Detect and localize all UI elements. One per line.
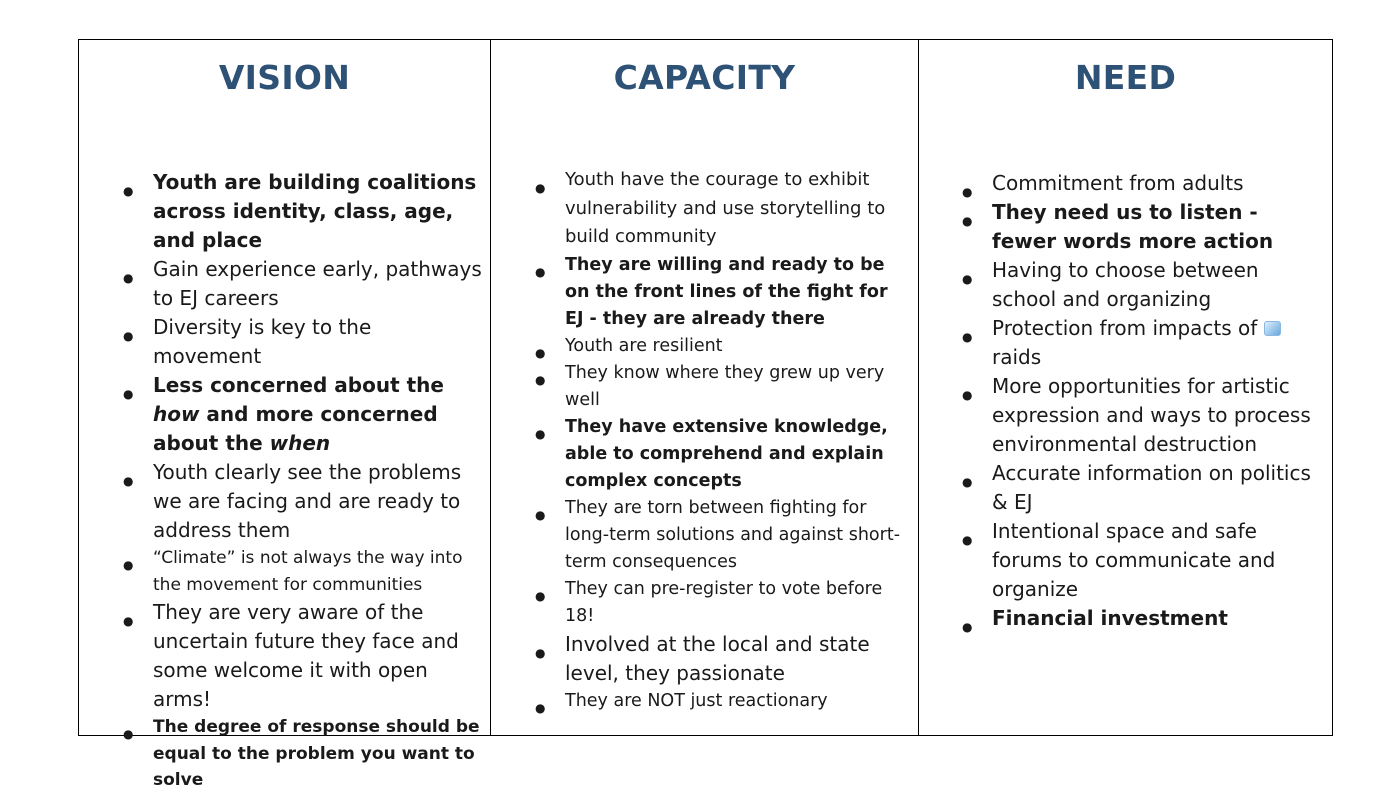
list-item: ● Youth have the courage to exhibit vulnerability and use storytelling to build community: [565, 166, 908, 252]
need-list: [992, 169, 1316, 633]
framework-table: [78, 39, 1333, 790]
capacity-list: [565, 166, 908, 715]
list-item: ● Having to choose between school and organizing: [992, 256, 1316, 314]
list-item: ● Commitment from adults: [992, 169, 1316, 198]
list-item: ● “Climate” is not always the way into the movement for communities: [153, 545, 484, 598]
vision-heading: VISION: [218, 58, 351, 97]
list-item-text: Protection from impacts of: [992, 316, 1264, 340]
vision-list: [153, 168, 484, 794]
list-item: ● They need us to listen - fewer words more action: [992, 198, 1316, 256]
emphasis-when: when: [269, 431, 331, 455]
list-item: ● They are NOT just reactionary: [565, 688, 908, 715]
list-item: ● More opportunities for artistic expression and ways to process environmental destruction: [992, 372, 1316, 459]
capacity-column: [490, 40, 918, 735]
vision-column: [79, 40, 490, 790]
list-item: ● They are torn between fighting for long-term solutions and against short-term consequences: [565, 495, 908, 576]
list-item: ● Involved at the local and state level, they passionate: [565, 630, 908, 688]
list-item: ● They are very aware of the uncertain future they face and some welcome it with open arms!: [153, 598, 484, 714]
emphasis-how: how: [153, 402, 200, 426]
list-item: ● Intentional space and safe forums to communicate and organize: [992, 517, 1316, 604]
ice-emoji-icon: [1264, 321, 1281, 336]
list-item: ● The degree of response should be equal to the problem you want to solve: [153, 714, 484, 794]
list-item: ● Youth are resilient: [565, 333, 908, 360]
list-item: ● They know where they grew up very well: [565, 360, 908, 414]
list-item: ● They have extensive knowledge, able to comprehend and explain complex concepts: [565, 414, 908, 495]
list-item-text: raids: [992, 345, 1042, 369]
list-item: ● Gain experience early, pathways to EJ careers: [153, 255, 484, 313]
list-item: ● They are willing and ready to be on the front lines of the fight for EJ - they are already there: [565, 252, 908, 333]
list-item: [992, 314, 1316, 372]
list-item: ● Youth are building coalitions across identity, class, age, and place: [153, 168, 484, 255]
capacity-heading: CAPACITY: [613, 58, 796, 97]
list-item-text: Less concerned about the: [153, 373, 444, 397]
list-item-text: and more concerned about the: [153, 402, 438, 455]
need-column: [918, 40, 1332, 735]
list-item: ● They can pre-register to vote before 18!: [565, 576, 908, 630]
need-heading: NEED: [1074, 58, 1177, 97]
list-item: ● Accurate information on politics & EJ: [992, 459, 1316, 517]
list-item: ● Youth clearly see the problems we are facing and are ready to address them: [153, 458, 484, 545]
list-item: ● Financial investment: [992, 604, 1316, 633]
list-item: ● Diversity is key to the movement: [153, 313, 484, 371]
list-item: [153, 371, 484, 458]
